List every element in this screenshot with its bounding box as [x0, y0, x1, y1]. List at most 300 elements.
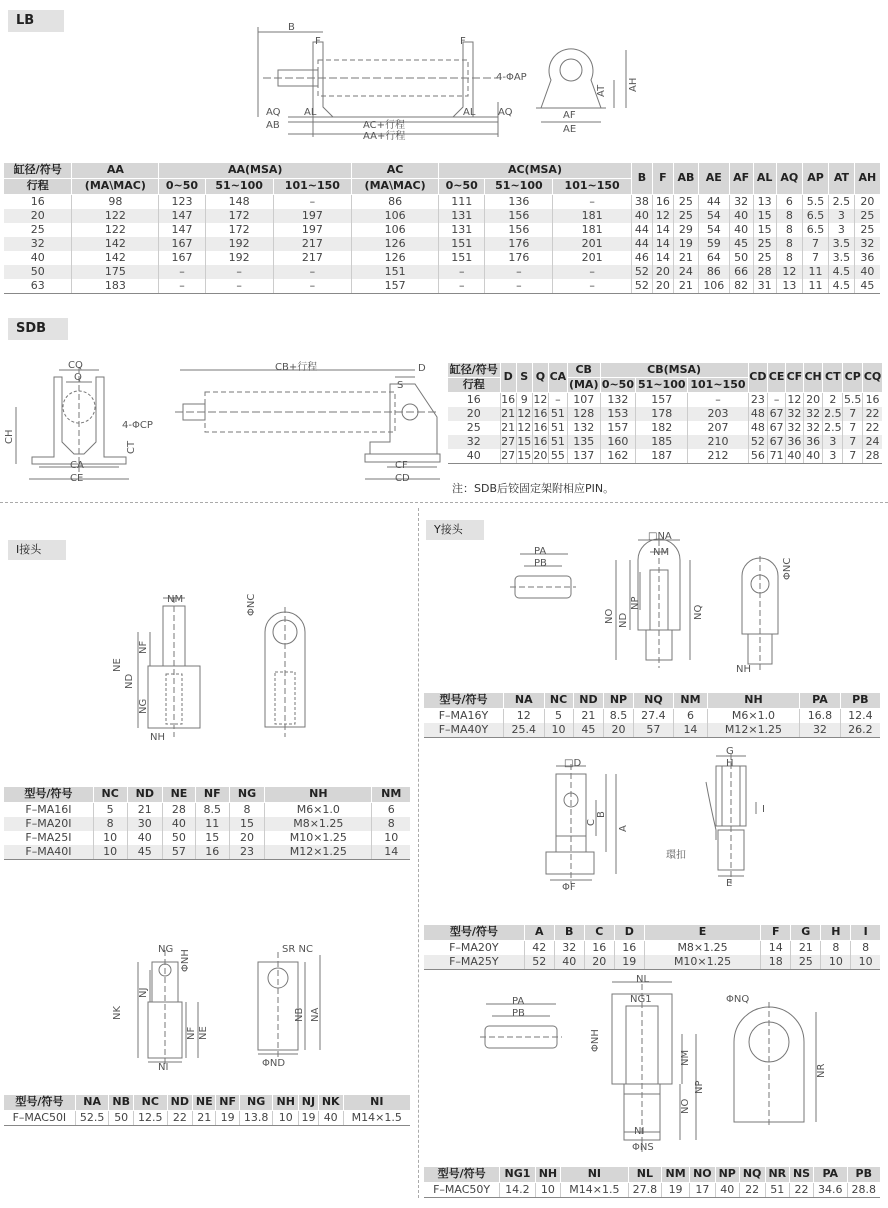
- table-cell: –: [485, 265, 553, 279]
- table-row: [448, 435, 882, 449]
- table-cell: 16: [448, 393, 500, 408]
- i-label-nh: NH: [150, 732, 165, 743]
- sdb-th-bore: 缸径/符号: [448, 363, 500, 378]
- y3-pin-drawing: [480, 996, 570, 1056]
- table-cell: 203: [688, 407, 748, 421]
- lb-th-ae: AE: [698, 163, 729, 195]
- table-cell: 42: [524, 941, 554, 956]
- i-table-body: [4, 803, 410, 860]
- y2-label-i: I: [762, 804, 765, 815]
- table-cell: 147: [159, 223, 205, 237]
- table-cell: 27.4: [633, 709, 674, 724]
- table-cell: 67: [769, 421, 784, 434]
- table-cell: 8: [851, 941, 880, 956]
- table-cell: 157: [352, 279, 439, 294]
- table-cell: 160: [600, 435, 636, 449]
- section-divider: [0, 502, 888, 503]
- table-cell: 15: [753, 223, 776, 237]
- table-cell: 25: [854, 209, 880, 223]
- table-cell: 16: [501, 393, 516, 406]
- table-cell: 2.5: [824, 407, 842, 420]
- table-cell: 12: [652, 209, 673, 223]
- table-cell: 16: [614, 941, 644, 956]
- y3-label-ns: ΦNS: [632, 1142, 654, 1153]
- lb-label-al-left: AL: [304, 107, 317, 118]
- i2-table-body: [4, 1111, 410, 1126]
- y-table-header: NA: [504, 693, 545, 709]
- table-row: [4, 1111, 410, 1126]
- table-cell: 157: [600, 421, 636, 435]
- y3-label-no: NO: [680, 1098, 691, 1114]
- table-cell: –: [205, 279, 273, 294]
- lb-th-af: AF: [729, 163, 753, 195]
- y2-table-header: G: [791, 925, 821, 941]
- table-cell: –: [159, 265, 205, 279]
- table-cell: 19: [299, 1111, 319, 1126]
- table-cell: 181: [553, 209, 632, 223]
- table-cell: 44: [698, 195, 729, 210]
- sdb-th-cb: CB: [567, 363, 600, 378]
- table-cell: 7: [803, 237, 829, 251]
- table-cell: 172: [205, 223, 273, 237]
- lb-front-drawing: [496, 40, 641, 135]
- i-label-nd: ND: [124, 673, 135, 689]
- i2-table-header: NC: [133, 1095, 167, 1111]
- table-cell: 28: [863, 449, 882, 464]
- table-cell: 7: [843, 449, 863, 464]
- table-cell: 18: [761, 955, 791, 970]
- table-cell: 12: [517, 421, 532, 434]
- lb-th-ap: AP: [803, 163, 829, 195]
- lb-label-f-left: F: [315, 36, 321, 47]
- table-cell: 36: [803, 435, 823, 449]
- lb-th-f: F: [652, 163, 673, 195]
- table-cell: 7: [843, 435, 863, 449]
- table-cell: 15: [517, 449, 532, 462]
- table-cell: 7: [843, 421, 863, 435]
- table-cell: 142: [72, 251, 159, 265]
- i-table-header: NG: [229, 787, 264, 803]
- table-row: [4, 803, 410, 818]
- table-cell: 23: [748, 393, 768, 408]
- table-cell: 21: [501, 421, 516, 434]
- sdb-label-cb: CB+行程: [275, 362, 318, 373]
- sdb-th-cf: CF: [785, 363, 803, 393]
- table-cell: 167: [159, 251, 205, 265]
- table-cell: 21: [791, 941, 821, 956]
- table-row: [424, 1183, 880, 1198]
- sdb-th-cq: CQ: [863, 363, 882, 393]
- table-cell: M8×1.25: [644, 941, 761, 956]
- table-cell: M14×1.5: [561, 1183, 628, 1198]
- table-cell: 136: [485, 195, 553, 210]
- table-cell: 3: [828, 209, 854, 223]
- i2-table-header: 型号/符号: [4, 1095, 75, 1111]
- table-cell: 25: [673, 195, 698, 210]
- table-row: [4, 279, 880, 294]
- table-cell: 71: [769, 449, 784, 462]
- table-cell: 51: [548, 421, 567, 435]
- i-label-nf: NF: [138, 640, 149, 654]
- lb-label-f-right: F: [460, 36, 466, 47]
- sdb-th-cb-msa: CB(MSA): [600, 363, 748, 378]
- table-cell: 20: [604, 723, 633, 738]
- i2-table-header: NJ: [299, 1095, 319, 1111]
- y2-table-header: C: [584, 925, 614, 941]
- table-cell: 24: [673, 265, 698, 279]
- table-row: [4, 195, 880, 210]
- i-label-ng: NG: [138, 698, 149, 714]
- y-label-nq: NQ: [693, 604, 704, 620]
- table-cell: 98: [72, 195, 159, 210]
- table-cell: 23: [229, 845, 264, 860]
- y2-label-ring: 環扣: [666, 850, 686, 861]
- table-cell: 86: [698, 265, 729, 279]
- table-cell: 157: [636, 393, 688, 408]
- table-cell: 106: [352, 209, 439, 223]
- table-cell: 14: [674, 723, 708, 738]
- i-table-header: NM: [372, 787, 410, 803]
- sdb-label-cp: 4-ΦCP: [122, 420, 153, 431]
- y2-table-header: D: [614, 925, 644, 941]
- y2-label-d: □D: [564, 758, 582, 769]
- table-cell: 151: [439, 251, 485, 265]
- y-table-header: NC: [544, 693, 573, 709]
- y-table-header: NM: [674, 693, 708, 709]
- table-cell: –: [439, 265, 485, 279]
- table-cell: 16: [584, 941, 614, 956]
- table-cell: 132: [567, 421, 600, 435]
- table-row: [4, 251, 880, 265]
- table-cell: 19: [216, 1111, 239, 1126]
- i2-label-nf: NF: [186, 1026, 197, 1040]
- table-cell: 16: [533, 407, 548, 420]
- sdb-th-cd: CD: [748, 363, 768, 393]
- table-cell: –: [553, 265, 632, 279]
- y3-table-header: NO: [689, 1167, 715, 1183]
- table-cell: 25: [791, 955, 821, 970]
- lb-th-ah: AH: [854, 163, 880, 195]
- i2-label-nd: ΦND: [262, 1058, 286, 1069]
- table-cell: 52: [631, 279, 652, 294]
- table-cell: 17: [689, 1183, 715, 1198]
- table-cell: 32: [800, 723, 841, 738]
- table-cell: 45: [729, 237, 753, 251]
- table-cell: 21: [673, 251, 698, 265]
- table-cell: 46: [631, 251, 652, 265]
- table-cell: 8: [776, 223, 802, 237]
- y3-label-nr: NR: [816, 1063, 827, 1078]
- table-cell: 11: [803, 279, 829, 294]
- table-cell: 36: [787, 435, 802, 448]
- table-cell: 13: [776, 279, 802, 294]
- y-label-pb: PB: [534, 558, 547, 569]
- table-cell: 38: [631, 195, 652, 210]
- table-cell: 7: [803, 251, 829, 265]
- table-cell: M6×1.0: [707, 709, 799, 724]
- table-cell: 40: [318, 1111, 343, 1126]
- table-cell: 172: [205, 209, 273, 223]
- table-cell: 183: [72, 279, 159, 294]
- lb-label-aq-right: AQ: [498, 107, 513, 118]
- table-cell: 19: [662, 1183, 690, 1198]
- y-table-header: NP: [604, 693, 633, 709]
- sdb-th-s: S: [516, 363, 532, 393]
- table-cell: 27: [501, 435, 516, 448]
- y2-table-header: F: [761, 925, 791, 941]
- table-cell: 40: [803, 449, 823, 464]
- table-cell: M8×1.25: [265, 817, 372, 831]
- table-cell: F–MAC50Y: [424, 1183, 500, 1198]
- i2-table-header: NK: [318, 1095, 343, 1111]
- sdb-label-ch: CH: [4, 429, 15, 444]
- table-row: [448, 449, 882, 464]
- table-cell: 7: [843, 407, 863, 421]
- table-cell: F–MA25Y: [424, 955, 524, 970]
- table-cell: 135: [567, 435, 600, 449]
- table-cell: 24: [863, 435, 882, 449]
- table-row: [424, 955, 880, 970]
- table-cell: 162: [600, 449, 636, 464]
- lb-label-al-right: AL: [463, 107, 476, 118]
- y-label-na: □NA: [648, 531, 672, 542]
- i-table-header: NC: [93, 787, 127, 803]
- y-pin-drawing: [510, 546, 580, 606]
- lb-th-ab: AB: [673, 163, 698, 195]
- table-cell: 40: [127, 831, 163, 845]
- y-table-header: NQ: [633, 693, 674, 709]
- table-cell: –: [553, 195, 632, 210]
- table-cell: 11: [803, 265, 829, 279]
- sdb-th-d: D: [500, 363, 516, 393]
- table-cell: 44: [631, 223, 652, 237]
- sdb-label-cq: CQ: [68, 360, 83, 371]
- table-cell: 6: [674, 709, 708, 724]
- table-cell: 40: [4, 251, 72, 265]
- y3-spec-table: [424, 1166, 880, 1198]
- table-cell: M6×1.0: [265, 803, 372, 818]
- table-cell: 28: [753, 265, 776, 279]
- table-cell: 210: [688, 435, 748, 449]
- table-cell: 86: [352, 195, 439, 210]
- table-cell: 54: [698, 209, 729, 223]
- table-cell: 20: [652, 279, 673, 294]
- y-joint-side-drawing: [598, 530, 708, 670]
- table-cell: 10: [372, 831, 410, 845]
- lb-label-af: AF: [563, 110, 576, 121]
- table-row: [448, 421, 882, 435]
- sdb-th-cp: CP: [843, 363, 863, 393]
- y2-label-b: B: [596, 811, 607, 818]
- column-divider: [418, 508, 419, 1198]
- table-cell: –: [273, 195, 352, 210]
- table-cell: 14: [652, 237, 673, 251]
- table-cell: 156: [485, 223, 553, 237]
- table-cell: 8: [776, 251, 802, 265]
- table-cell: 201: [553, 237, 632, 251]
- table-cell: 48: [748, 421, 768, 435]
- y-label-pa: PA: [534, 546, 547, 557]
- table-cell: 32: [787, 407, 802, 420]
- table-cell: 148: [205, 195, 273, 210]
- y3-label-nh: ΦNH: [590, 1029, 601, 1052]
- table-cell: 12.5: [133, 1111, 167, 1126]
- table-row: [4, 223, 880, 237]
- table-cell: 21: [573, 709, 604, 724]
- table-cell: 3.5: [828, 237, 854, 251]
- i2-label-ni: NI: [158, 1062, 169, 1073]
- y3-label-nm: NM: [680, 1049, 691, 1066]
- table-cell: 197: [273, 223, 352, 237]
- table-cell: 10: [273, 1111, 299, 1126]
- table-cell: 156: [485, 209, 553, 223]
- sdb-label-d: D: [418, 363, 426, 374]
- table-cell: 50: [109, 1111, 134, 1126]
- table-cell: 25: [448, 421, 500, 435]
- table-cell: 15: [229, 817, 264, 831]
- table-cell: F–MA20I: [4, 817, 93, 831]
- sdb-spec-table: [448, 362, 882, 464]
- table-cell: 10: [544, 723, 573, 738]
- sdb-th-r3: 101~150: [688, 378, 748, 393]
- table-cell: 40: [554, 955, 584, 970]
- y-label-nc: ΦNC: [782, 557, 793, 580]
- i-joint-front-drawing: [240, 592, 330, 742]
- sdb-th-ce: CE: [768, 363, 786, 393]
- i-spec-table: [4, 786, 410, 860]
- lb-th-at: AT: [828, 163, 854, 195]
- table-cell: –: [553, 279, 632, 294]
- table-cell: 217: [273, 237, 352, 251]
- i-joint-side-drawing: [108, 592, 218, 742]
- table-cell: 8: [229, 803, 264, 818]
- table-cell: 20: [854, 195, 880, 210]
- table-cell: 20: [533, 449, 548, 462]
- table-cell: 40: [854, 265, 880, 279]
- table-cell: 10: [93, 845, 127, 860]
- table-cell: 21: [127, 803, 163, 818]
- lb-label-ae: AE: [563, 124, 577, 135]
- table-cell: 207: [688, 421, 748, 435]
- table-cell: 22: [863, 421, 882, 435]
- table-cell: 6.5: [803, 223, 829, 237]
- sdb-th-stroke: 行程: [448, 378, 500, 393]
- y3-table-header: PB: [847, 1167, 880, 1183]
- y-joint-front-drawing: [728, 546, 808, 676]
- sdb-bracket-drawing: [4, 362, 154, 487]
- table-cell: F–MA16I: [4, 803, 93, 818]
- table-cell: 3: [823, 449, 843, 464]
- lb-label-at: AT: [596, 84, 607, 97]
- table-cell: –: [485, 279, 553, 294]
- i2-label-ng: NG: [158, 944, 174, 955]
- table-cell: 12.4: [840, 709, 880, 724]
- sdb-label-s: S: [397, 380, 404, 391]
- sdb-th-q: Q: [532, 363, 548, 393]
- table-cell: 20: [4, 209, 72, 223]
- lb-th-r5: 51~100: [485, 179, 553, 195]
- table-cell: 67: [769, 407, 784, 420]
- sdb-label-cf: CF: [395, 460, 408, 471]
- y-label-nm: NM: [653, 547, 670, 558]
- table-cell: 111: [439, 195, 485, 210]
- table-cell: 6: [776, 195, 802, 210]
- i2-table-header: NE: [193, 1095, 216, 1111]
- table-cell: 22: [167, 1111, 193, 1126]
- table-cell: 151: [439, 237, 485, 251]
- y2-label-a: A: [618, 825, 629, 832]
- table-row: [448, 407, 882, 421]
- table-cell: 21: [501, 407, 516, 420]
- y3-table-header: NH: [535, 1167, 561, 1183]
- table-cell: 2.5: [824, 421, 842, 434]
- i2-table-header: NF: [216, 1095, 239, 1111]
- y3-table-header: NG1: [500, 1167, 535, 1183]
- y3-label-nq: ΦNQ: [726, 994, 750, 1005]
- sdb-th-cb-sub: (MA): [568, 377, 599, 391]
- y3-table-header: NS: [790, 1167, 814, 1183]
- table-cell: 12: [533, 393, 548, 406]
- y2-table-header: B: [554, 925, 584, 941]
- table-cell: 5: [93, 803, 127, 818]
- table-cell: 40: [729, 223, 753, 237]
- table-cell: 217: [273, 251, 352, 265]
- table-cell: 8: [93, 817, 127, 831]
- sdb-table-body: [448, 393, 882, 464]
- table-cell: 16: [533, 435, 548, 448]
- table-row: [4, 237, 880, 251]
- table-cell: 52: [631, 265, 652, 279]
- i2-table-header: NI: [343, 1095, 410, 1111]
- table-cell: 8: [821, 941, 851, 956]
- table-cell: 25: [854, 223, 880, 237]
- table-cell: 181: [553, 223, 632, 237]
- y2-table-header: A: [524, 925, 554, 941]
- y2-table-body: [424, 941, 880, 970]
- table-cell: 32: [803, 407, 823, 421]
- table-cell: 32: [787, 421, 802, 434]
- y-table-header: NH: [707, 693, 799, 709]
- sdb-th-ch: CH: [803, 363, 823, 393]
- i2-label-ne: NE: [198, 1026, 209, 1040]
- table-cell: 32: [448, 435, 500, 449]
- table-cell: 20: [448, 407, 500, 421]
- lb-label-b: B: [288, 22, 295, 33]
- table-cell: 14: [652, 251, 673, 265]
- table-row: [448, 393, 882, 408]
- table-cell: 10: [851, 955, 880, 970]
- lb-th-r3: 101~150: [273, 179, 352, 195]
- i2-label-nb: NB: [294, 1007, 305, 1022]
- table-cell: 40: [631, 209, 652, 223]
- table-cell: 21: [673, 279, 698, 294]
- y3-label-np: NP: [694, 1080, 705, 1094]
- table-cell: 8: [776, 209, 802, 223]
- i-joint-large-side-drawing: [108, 940, 218, 1073]
- table-cell: 131: [439, 209, 485, 223]
- table-row: [4, 845, 410, 860]
- y3-table-header: NQ: [739, 1167, 765, 1183]
- i2-spec-table: [4, 1094, 410, 1126]
- y2-joint-side-drawing: [540, 756, 640, 891]
- table-cell: M10×1.25: [644, 955, 761, 970]
- y2-label-c: C: [586, 819, 597, 826]
- table-row: [424, 709, 880, 724]
- table-cell: 153: [600, 407, 636, 421]
- table-cell: 15: [753, 209, 776, 223]
- table-cell: 22: [863, 407, 882, 421]
- y3-table-header: PA: [813, 1167, 847, 1183]
